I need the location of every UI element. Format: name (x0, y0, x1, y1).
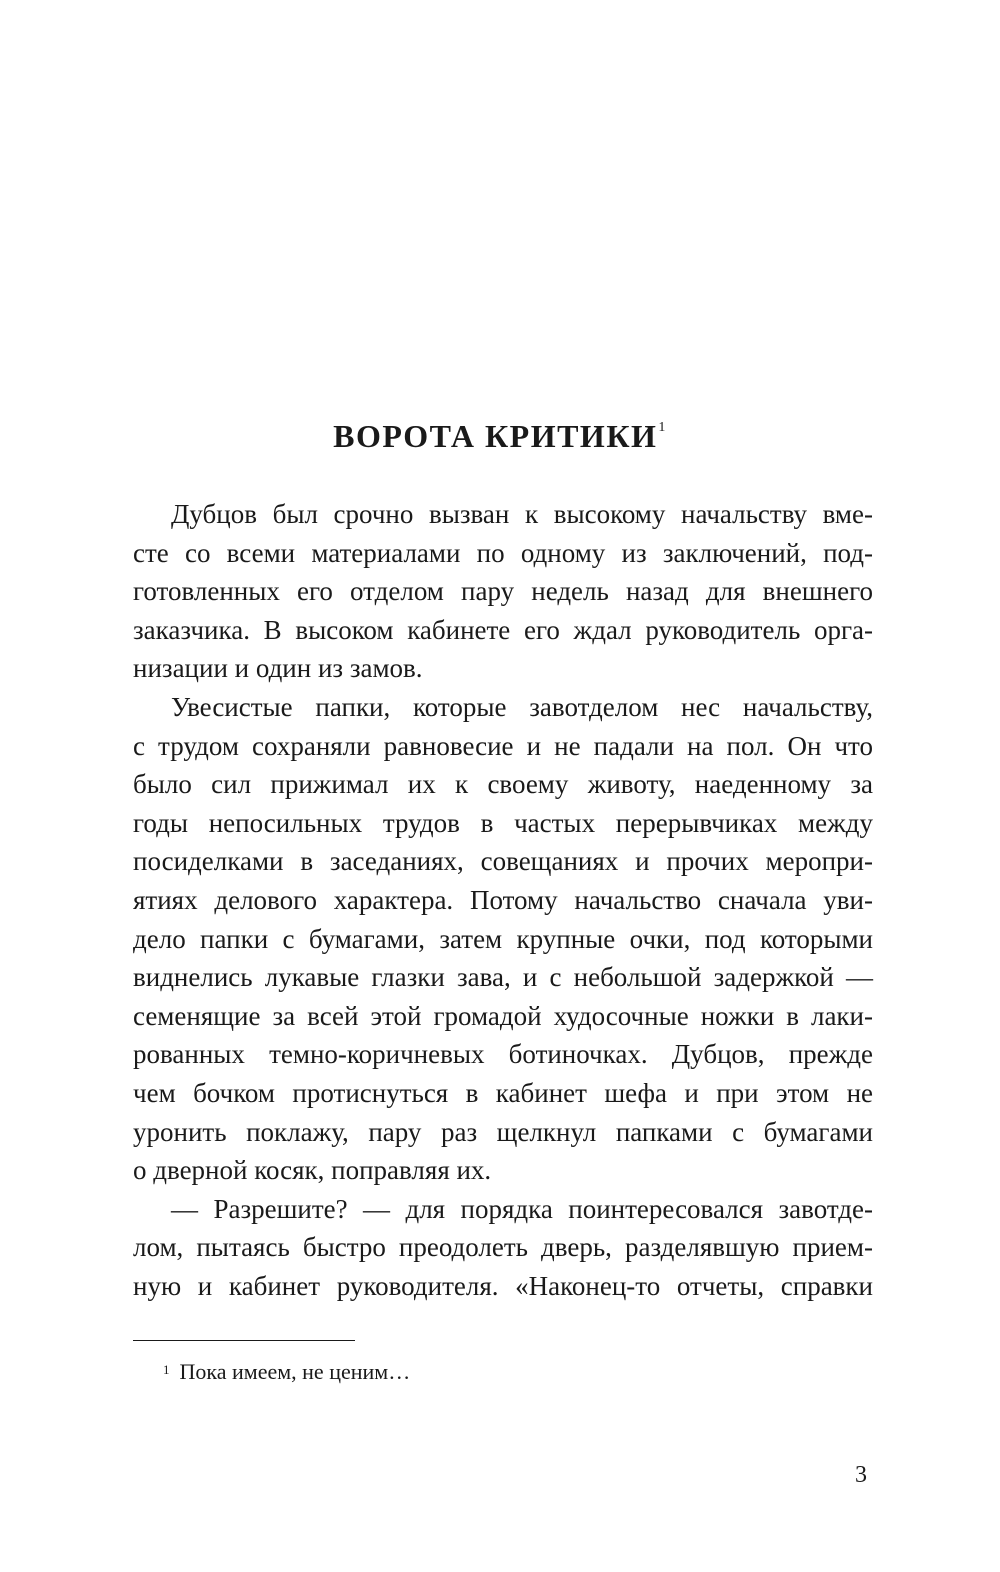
text-line: — Разрешите? — для порядка поинтересовался завотде- (171, 1193, 873, 1224)
text-line: низации и один из замов. (133, 653, 423, 684)
text-line: виднелись лукавые глазки зава, и с небольшой задержкой — (133, 962, 873, 993)
footnote-text: Пока имеем, не ценим… (179, 1359, 411, 1384)
text-line: чем бочком протиснуться в кабинет шефа и при этом не (133, 1077, 873, 1108)
text-line: заказчика. В высоком кабинете его ждал руководитель орга- (133, 614, 873, 645)
page-number: 3 (855, 1462, 867, 1488)
text-line: Дубцов был срочно вызван к высокому начальству вме- (171, 499, 873, 529)
text-line: Увесистые папки, которые завотделом нес начальству, (171, 691, 873, 722)
footnote (163, 1358, 410, 1386)
text-line: сте со всеми материалами по одному из заключений, под- (133, 537, 873, 568)
title-footnote-mark: 1 (658, 420, 667, 435)
footnote-divider (133, 1340, 355, 1341)
text-line: рованных темно-коричневых ботиночках. Дубцов, прежде (133, 1039, 873, 1070)
chapter-title-text: ВОРОТА КРИТИКИ (333, 418, 658, 454)
footnote-mark: 1 (163, 1362, 170, 1377)
text-line: готовленных его отделом пару недель назад для внешнего (133, 576, 873, 607)
text-line: о дверной косяк, поправляя их. (133, 1155, 492, 1186)
text-line: семенящие за всей этой громадой худосочные ножки в лаки- (133, 1000, 873, 1031)
text-line: дело папки с бумагами, затем крупные очки, под которыми (133, 923, 873, 954)
text-line: ятиях делового характера. Потому начальство сначала уви- (133, 884, 873, 915)
text-line: с трудом сохраняли равновесие и не падали на пол. Он что (133, 730, 873, 761)
text-line: посиделками в заседаниях, совещаниях и прочих меропри- (133, 846, 873, 877)
text-line: лом, пытаясь быстро преодолеть дверь, разделявшую прием- (133, 1232, 873, 1263)
text-line: ную и кабинет руководителя. «Наконец-то отчеты, справки (133, 1270, 873, 1301)
text-line: было сил прижимал их к своему животу, наеденному за (133, 769, 873, 800)
text-line: годы непосильных трудов в частых перерывчиках между (133, 807, 873, 838)
body-text (133, 495, 873, 1305)
text-line: уронить поклажу, пару раз щелкнул папками с бумагами (133, 1116, 873, 1147)
chapter-title (0, 418, 1000, 455)
